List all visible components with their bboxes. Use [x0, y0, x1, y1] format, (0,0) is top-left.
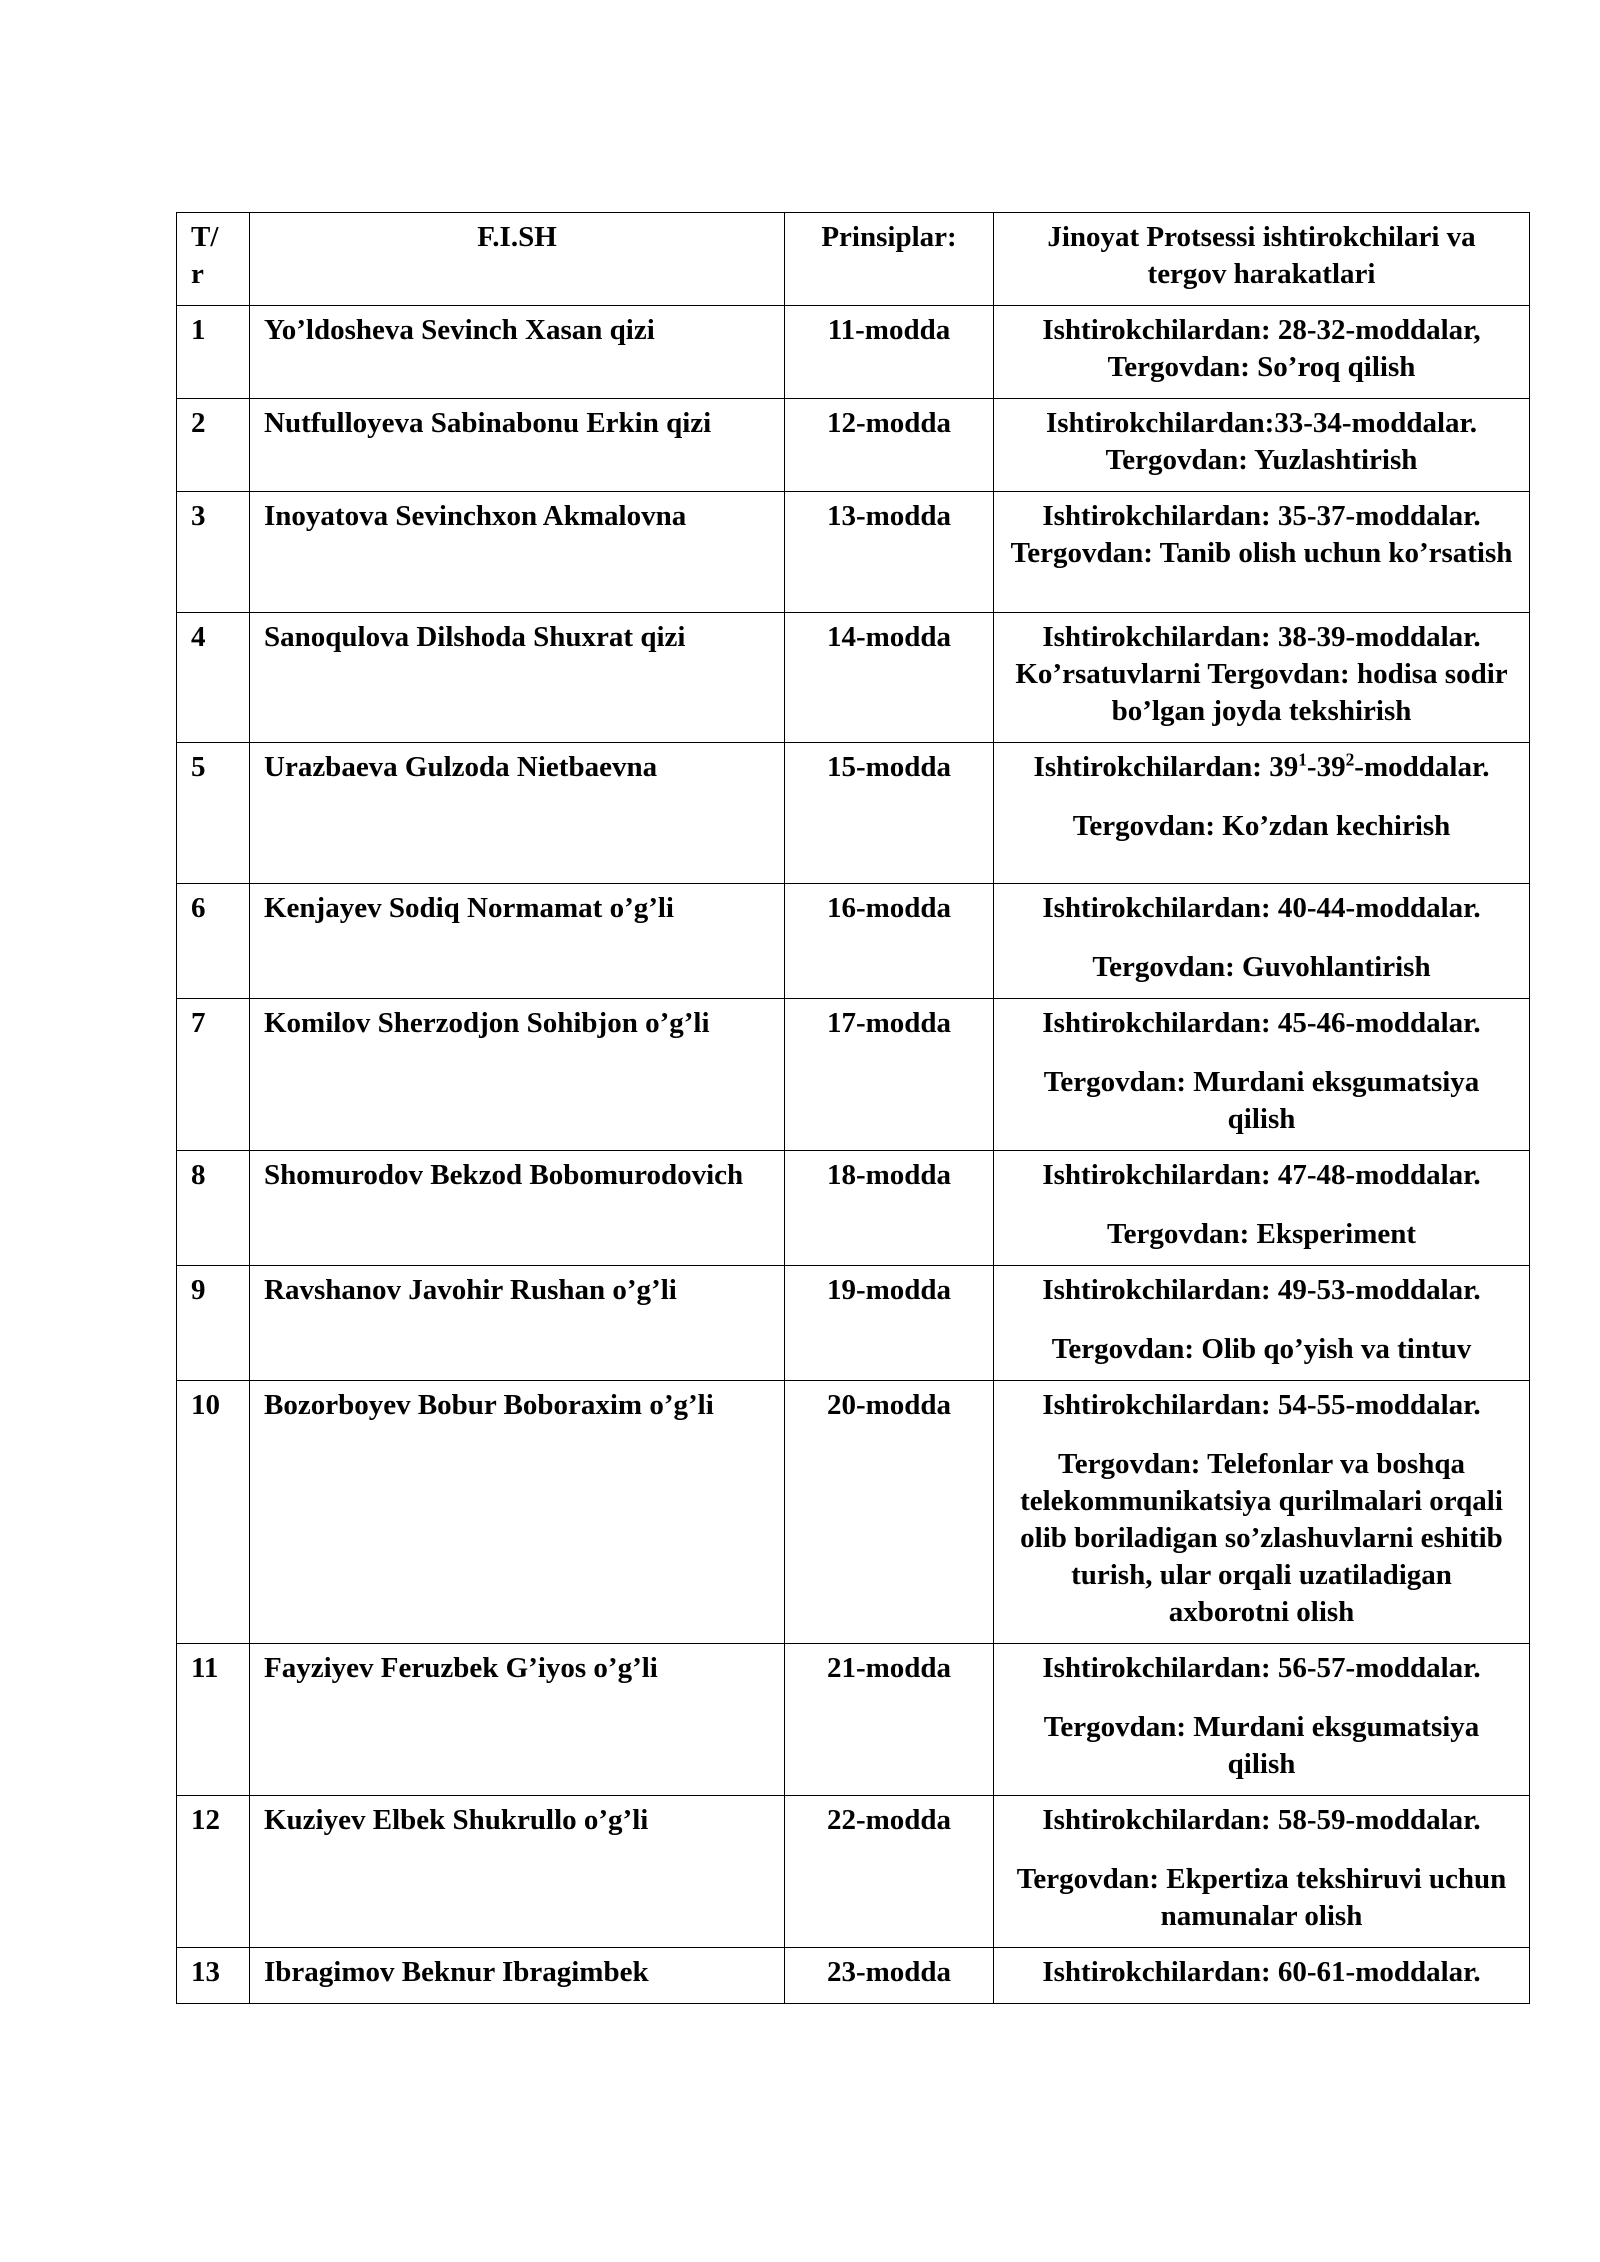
row-number: 5 [177, 743, 250, 884]
participants-paragraph: Ishtirokchilardan: 56-57-moddalar. [1042, 1652, 1481, 1684]
row-principle: 17-modda [785, 999, 994, 1151]
participants-paragraph: Ishtirokchilardan: 45-46-moddalar. [1042, 1007, 1481, 1039]
participants-paragraph: Ishtirokchilardan: 54-55-moddalar. [1042, 1389, 1481, 1421]
row-number: 1 [177, 306, 250, 399]
row-full-name: Fayziyev Feruzbek G’iyos o’g’li [250, 1644, 785, 1796]
row-full-name: Kenjayev Sodiq Normamat o’g’li [250, 884, 785, 999]
participants-paragraph: Tergovdan: Murdani eksgumatsiya qilish [1043, 1066, 1480, 1135]
row-principle: 15-modda [785, 743, 994, 884]
participants-paragraph: Tergovdan: Ekpertiza tekshiruvi uchun namunalar olish [1016, 1863, 1507, 1932]
table-row [177, 999, 1530, 1151]
participants-paragraph: Tergovdan: Eksperiment [1106, 1218, 1417, 1250]
row-number: 4 [177, 613, 250, 743]
row-participants [994, 399, 1530, 492]
row-full-name: Kuziyev Elbek Shukrullo o’g’li [250, 1796, 785, 1948]
header-principles: Prinsiplar: [785, 213, 994, 306]
row-participants [994, 1948, 1530, 2004]
table-header-row [177, 213, 1530, 306]
row-participants [994, 492, 1530, 613]
row-full-name: Ibragimov Beknur Ibragimbek [250, 1948, 785, 2004]
table-row [177, 1266, 1530, 1381]
participants-paragraph: Ishtirokchilardan: 35-37-moddalar. Tergovdan: Tanib olish uchun ko’rsatish [1010, 500, 1513, 569]
row-full-name: Shomurodov Bekzod Bobomurodovich [250, 1151, 785, 1266]
row-participants [994, 613, 1530, 743]
row-number: 2 [177, 399, 250, 492]
row-principle: 11-modda [785, 306, 994, 399]
row-principle: 13-modda [785, 492, 994, 613]
row-number: 8 [177, 1151, 250, 1266]
row-participants [994, 1796, 1530, 1948]
row-principle: 12-modda [785, 399, 994, 492]
row-number: 3 [177, 492, 250, 613]
row-principle: 23-modda [785, 1948, 994, 2004]
row-principle: 21-modda [785, 1644, 994, 1796]
table-row [177, 743, 1530, 884]
row-participants [994, 999, 1530, 1151]
row-full-name: Nutfulloyeva Sabinabonu Erkin qizi [250, 399, 785, 492]
participants-paragraph: Ishtirokchilardan: 49-53-moddalar. [1042, 1274, 1481, 1306]
participants-table [176, 212, 1530, 2004]
row-participants [994, 884, 1530, 999]
participants-paragraph: Tergovdan: Telefonlar va boshqa telekommunikatsiya qurilmalari orqali olib boriladigan so’zlashuvlarni eshitib turish, ular orqali uzatiladigan axborotni olish [1020, 1448, 1503, 1628]
row-number: 6 [177, 884, 250, 999]
superscript: 2 [1345, 749, 1355, 770]
participants-paragraph: Ishtirokchilardan: 60-61-moddalar. [1042, 1956, 1481, 1988]
participants-paragraph: Ishtirokchilardan: 38-39-moddalar. Ko’rsatuvlarni Tergovdan: hodisa sodir bo’lgan joyda tekshirish [1015, 621, 1508, 727]
table-row [177, 492, 1530, 613]
row-number: 9 [177, 1266, 250, 1381]
row-full-name: Komilov Sherzodjon Sohibjon o’g’li [250, 999, 785, 1151]
row-principle: 18-modda [785, 1151, 994, 1266]
row-principle: 22-modda [785, 1796, 994, 1948]
table-row [177, 1948, 1530, 2004]
row-participants [994, 1644, 1530, 1796]
row-full-name: Yo’ldosheva Sevinch Xasan qizi [250, 306, 785, 399]
row-number: 7 [177, 999, 250, 1151]
row-full-name: Sanoqulova Dilshoda Shuxrat qizi [250, 613, 785, 743]
header-fish: F.I.SH [250, 213, 785, 306]
participants-paragraph: Ishtirokchilardan: 47-48-moddalar. [1042, 1159, 1481, 1191]
row-number: 10 [177, 1381, 250, 1644]
row-principle: 16-modda [785, 884, 994, 999]
header-number: T/ r [177, 213, 250, 306]
table-row [177, 399, 1530, 492]
participants-paragraph: Ishtirokchilardan: 40-44-moddalar. [1042, 892, 1481, 924]
superscript: 1 [1298, 749, 1307, 770]
participants-paragraph: Tergovdan: Ko’zdan kechirish [1072, 810, 1451, 842]
table-body [177, 306, 1530, 2004]
participants-paragraph: Ishtirokchilardan:33-34-moddalar. Tergovdan: Yuzlashtirish [1045, 407, 1478, 476]
row-principle: 20-modda [785, 1381, 994, 1644]
table-row [177, 1644, 1530, 1796]
table-row [177, 306, 1530, 399]
table-row [177, 613, 1530, 743]
row-participants [994, 1381, 1530, 1644]
row-full-name: Ravshanov Javohir Rushan o’g’li [250, 1266, 785, 1381]
participants-paragraph: Tergovdan: Olib qo’yish va tintuv [1051, 1333, 1472, 1365]
participants-paragraph: Ishtirokchilardan: 58-59-moddalar. [1042, 1804, 1481, 1836]
row-number: 13 [177, 1948, 250, 2004]
participants-paragraph: Tergovdan: Murdani eksgumatsiya qilish [1043, 1711, 1480, 1780]
row-principle: 14-modda [785, 613, 994, 743]
row-number: 11 [177, 1644, 250, 1796]
table-row [177, 1381, 1530, 1644]
participants-paragraph: Tergovdan: Guvohlantirish [1092, 951, 1431, 983]
row-participants [994, 1151, 1530, 1266]
table-row [177, 1796, 1530, 1948]
participants-paragraph: Ishtirokchilardan: $39^1-39^2$-moddalar. [1033, 749, 1490, 783]
table-row [177, 1151, 1530, 1266]
table-row [177, 884, 1530, 999]
row-participants [994, 306, 1530, 399]
header-participants: Jinoyat Protsessi ishtirokchilari va tergov harakatlari [994, 213, 1530, 306]
row-principle: 19-modda [785, 1266, 994, 1381]
row-participants [994, 1266, 1530, 1381]
participants-paragraph: Ishtirokchilardan: 28-32-moddalar, Tergovdan: So’roq qilish [1042, 314, 1481, 383]
row-full-name: Inoyatova Sevinchxon Akmalovna [250, 492, 785, 613]
row-full-name: Bozorboyev Bobur Boboraxim o’g’li [250, 1381, 785, 1644]
row-number: 12 [177, 1796, 250, 1948]
row-full-name: Urazbaeva Gulzoda Nietbaevna [250, 743, 785, 884]
row-participants [994, 743, 1530, 884]
